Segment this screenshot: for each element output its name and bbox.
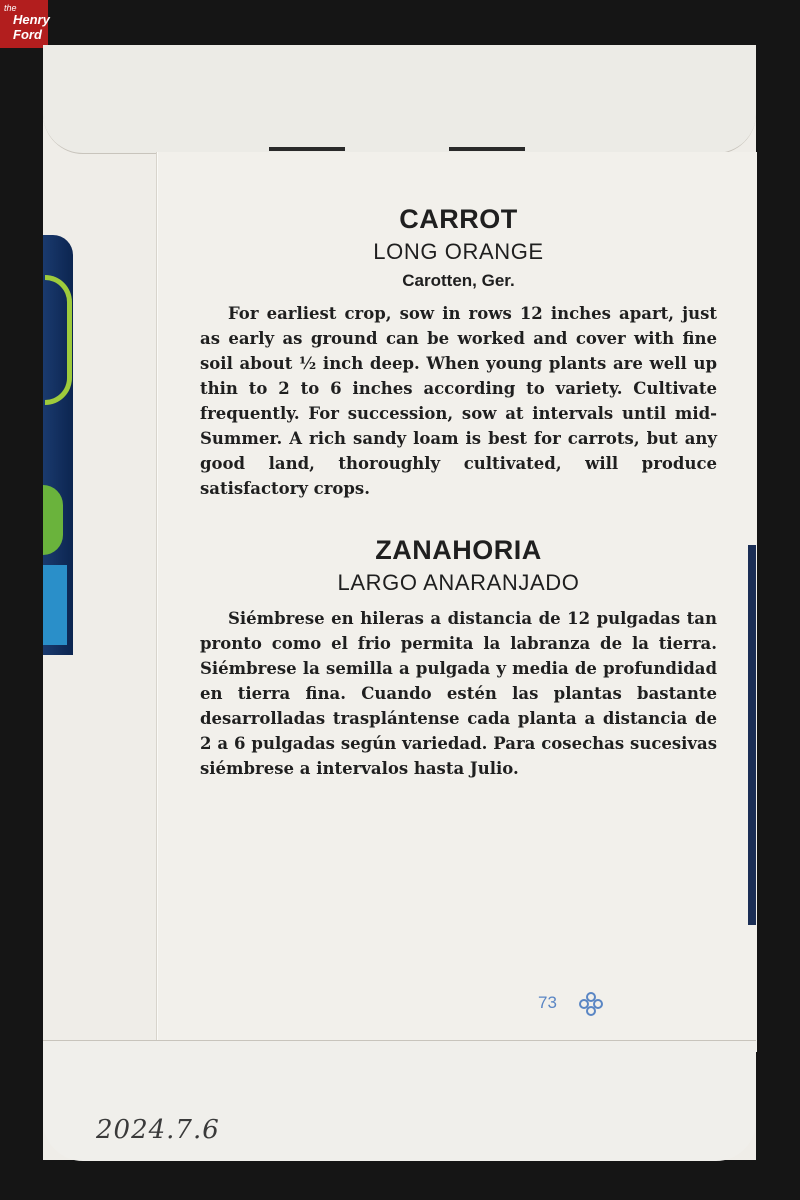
henry-ford-logo	[0, 0, 48, 48]
logo-the: the	[4, 3, 17, 13]
right-edge-strip	[748, 545, 756, 925]
top-flap	[43, 45, 756, 154]
zanahoria-variety: LARGO ANARANJADO	[337, 570, 580, 595]
spanish-section	[200, 535, 717, 781]
clover-mark-icon	[577, 990, 605, 1018]
sky-illustration	[43, 565, 67, 645]
top-dash-left	[269, 147, 345, 151]
logo-henry: Henry	[13, 12, 50, 27]
carrot-title: CARROT	[399, 204, 518, 234]
top-dash-right	[449, 147, 525, 151]
front-art-strip	[43, 235, 73, 655]
zanahoria-title: ZANAHORIA	[375, 535, 542, 565]
packet-code-number: 73	[538, 993, 557, 1012]
leaf-illustration	[43, 485, 63, 555]
handwritten-accession-number: 2024.7.6	[96, 1115, 220, 1145]
carrot-foreign-name: Carotten, Ger.	[402, 271, 515, 290]
logo-ford: Ford	[13, 27, 42, 42]
leaf-illustration	[45, 275, 72, 405]
packet-text	[200, 200, 717, 781]
carrot-instructions: For earliest crop, sow in rows 12 inches apart, just as early as ground can be worked and cover with fine soil about ½ inch deep. When young plants are well up thin to 2 to 6 inches according to variety. Cultivate frequently. For succession, sow at intervals until mid-Summer. A rich sandy loam is best for carrots, but any good land, thoroughly cultivated, will produce satisfactory crops.	[200, 304, 717, 498]
zanahoria-instructions: Siémbrese en hileras a distancia de 12 pulgadas tan pronto como el frio permita la labranza de la tierra. Siémbrese la semilla a pulgada y media de profundidad en tierra fina. Cuando estén las plantas bastante desarrolladas trasplántense cada planta a distancia de 2 a 6 pulgadas según variedad. Para cosechas sucesivas siémbrese a intervalos hasta Julio.	[200, 609, 717, 778]
carrot-variety: LONG ORANGE	[373, 239, 544, 264]
